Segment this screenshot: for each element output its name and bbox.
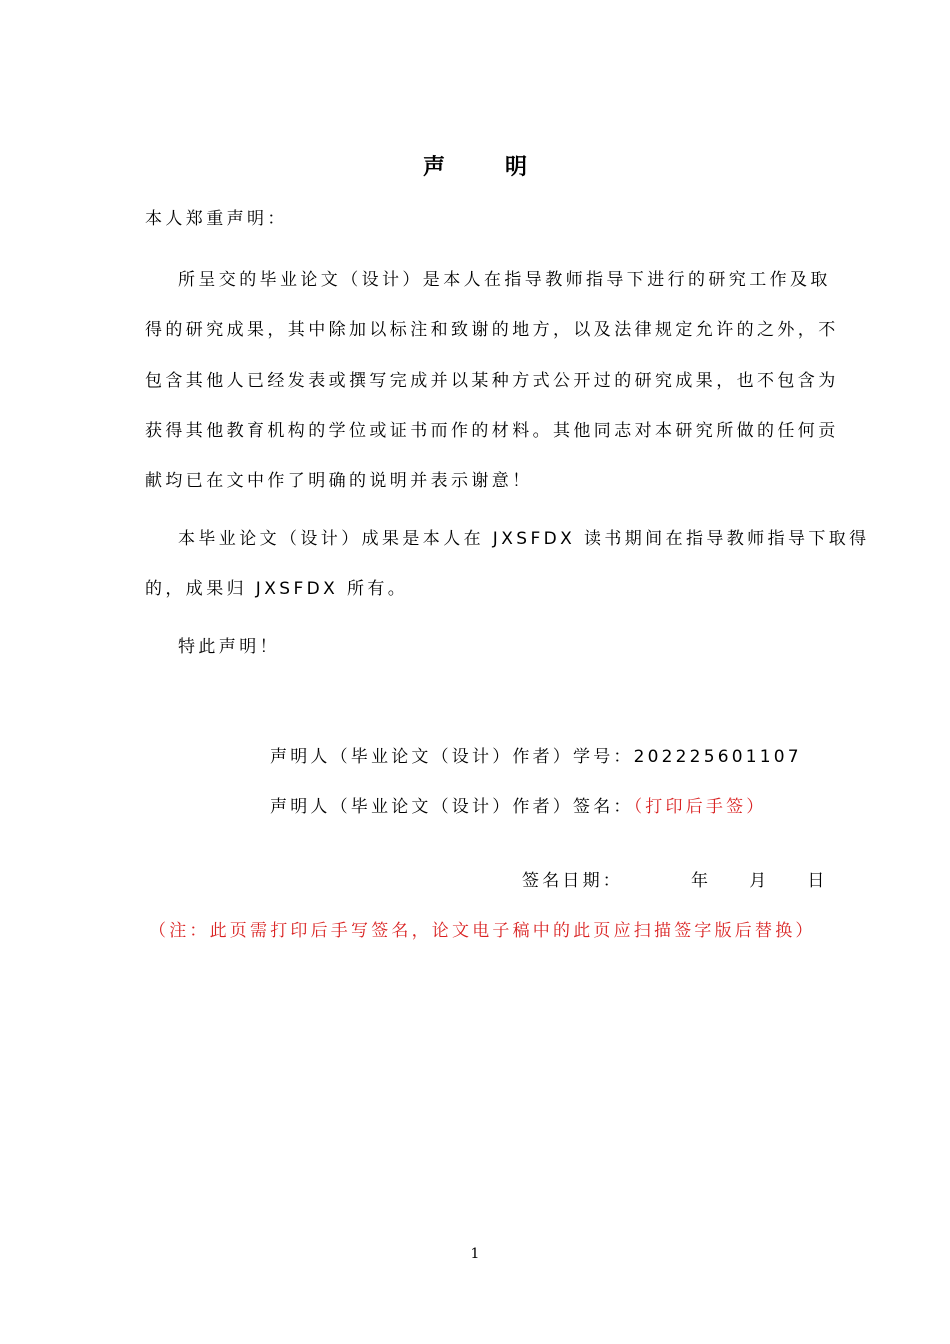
signature-date-row xyxy=(522,866,828,891)
signature-note: （注：此页需打印后手写签名，论文电子稿中的此页应扫描签字版后替换） xyxy=(149,921,816,941)
paragraph1-line: 得的研究成果，其中除加以标注和致谢的地方，以及法律规定允许的之外，不 xyxy=(145,320,839,340)
date-month-label: 月 xyxy=(749,871,770,891)
paragraph1-line: 所呈交的毕业论文（设计）是本人在指导教师指导下进行的研究工作及取 xyxy=(178,270,831,290)
signature-row xyxy=(270,792,767,817)
paragraph2-line: 本毕业论文（设计）成果是本人在 JXSFDX 读书期间在指导教师指导下取得 xyxy=(178,529,870,549)
student-id-row xyxy=(270,742,802,767)
date-day-label: 日 xyxy=(807,871,828,891)
page-title: 声明 xyxy=(422,155,587,180)
page-number: 1 xyxy=(470,1246,480,1262)
student-id-label: 声明人（毕业论文（设计）作者）学号： xyxy=(270,747,634,767)
signature-label: 声明人（毕业论文（设计）作者）签名： xyxy=(270,797,634,817)
closing-line: 特此声明！ xyxy=(178,637,280,657)
paragraph2-line: 的，成果归 JXSFDX 所有。 xyxy=(145,579,409,599)
date-label: 签名日期： xyxy=(522,871,623,891)
signature-hint: （打印后手签） xyxy=(633,797,767,817)
student-id-value: 202225601107 xyxy=(633,747,802,767)
date-year-label: 年 xyxy=(691,871,712,891)
paragraph1-line: 获得其他教育机构的学位或证书而作的材料。其他同志对本研究所做的任何贡 xyxy=(145,421,839,441)
intro-line: 本人郑重声明： xyxy=(145,209,288,229)
paragraph1-line: 包含其他人已经发表或撰写完成并以某种方式公开过的研究成果，也不包含为 xyxy=(145,371,839,391)
paragraph1-line: 献均已在文中作了明确的说明并表示谢意！ xyxy=(145,471,533,491)
